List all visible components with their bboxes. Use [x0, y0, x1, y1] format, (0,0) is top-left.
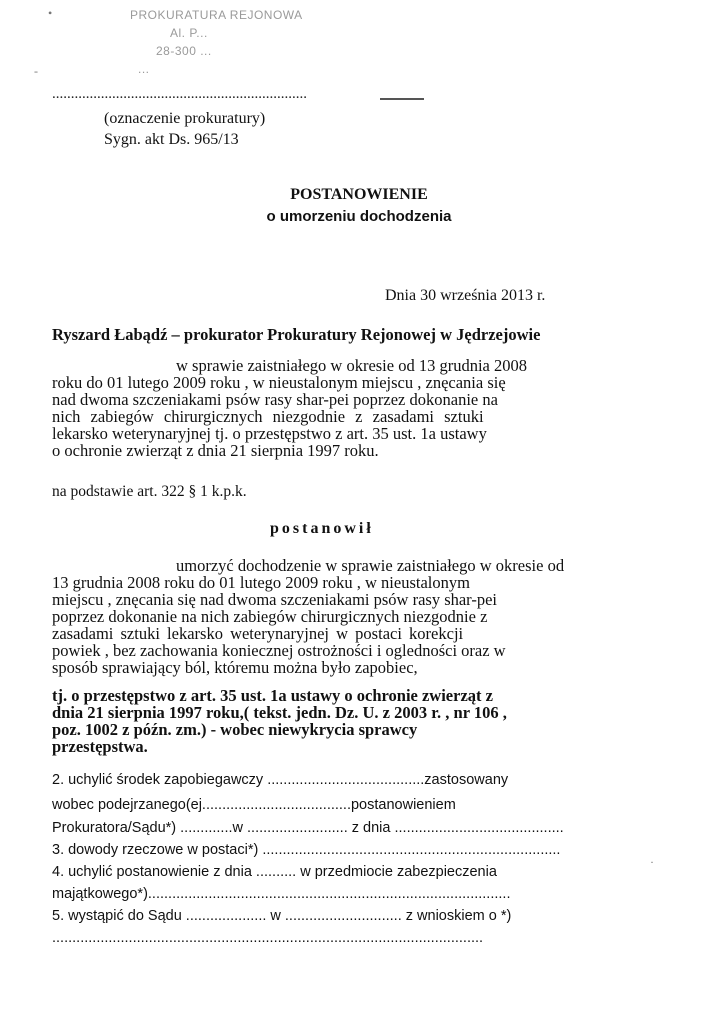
- decision-line: umorzyć dochodzenie w sprawie zaistniałego w okresie od: [176, 556, 565, 575]
- item-line: wobec podejrzanego(ej.....................................postanowieniem: [52, 797, 456, 813]
- statute-line: dnia 21 sierpnia 1997 roku,( tekst. jedn. Dz. U. z 2003 r. , nr 106 ,: [52, 703, 507, 722]
- case-intro-line: o ochronie zwierząt z dnia 21 sierpnia 1997 roku.: [52, 441, 379, 460]
- decision-line: powiek , bez zachowania koniecznej ostrożności i ogledności oraz w: [52, 641, 506, 660]
- case-intro-line: nad dwoma szczeniakami psów rasy shar-pei poprzez dokonanie na: [52, 390, 498, 409]
- item-line: 4. uchylić postanowienie z dnia .......... w przedmiocie zabezpieczenia: [52, 864, 497, 880]
- decision-line: 13 grudnia 2008 roku do 01 lutego 2009 roku , w nieustalonym: [52, 573, 470, 592]
- decision-heading: postanowił: [270, 520, 374, 537]
- legal-basis: na podstawie art. 322 § 1 k.p.k.: [52, 483, 247, 500]
- case-intro-line: w sprawie zaistniałego w okresie od 13 grudnia 2008: [176, 356, 527, 375]
- decision-line: poprzez dokonanie na nich zabiegów chirurgicznych niezgodnie z: [52, 607, 488, 626]
- stamp-line: 28-300 ...: [156, 44, 212, 58]
- item-line: 3. dowody rzeczowe w postaci*) ..........................................................................: [52, 842, 561, 858]
- stamp-line: ...: [138, 62, 150, 76]
- document-date: Dnia 30 września 2013 r.: [385, 287, 546, 304]
- case-intro-line: roku do 01 lutego 2009 roku , w nieustalonym miejscu , znęcania się: [52, 373, 506, 392]
- item-line: ...........................................................................................................: [52, 930, 484, 946]
- item-line: majątkowego*)..........................................................................................: [52, 886, 511, 902]
- scan-mark: •: [48, 6, 53, 20]
- decision-line: miejscu , znęcania się nad dwoma szczeniakami psów rasy shar-pei: [52, 590, 498, 609]
- case-reference: Sygn. akt Ds. 965/13: [104, 131, 239, 148]
- case-intro-line: lekarsko weterynaryjnej tj. o przestępstwo z art. 35 ust. 1a ustawy: [52, 424, 487, 443]
- document-title: POSTANOWIENIE: [290, 186, 428, 203]
- statute-line: tj. o przestępstwo z art. 35 ust. 1a ustawy o ochronie zwierząt z: [52, 686, 493, 705]
- item-line: 2. uchylić środek zapobiegawczy .......................................zastosowany: [52, 772, 509, 788]
- scan-mark: -: [34, 64, 38, 78]
- scan-mark: ·: [650, 855, 654, 869]
- statute-line: przestępstwa.: [52, 737, 148, 756]
- item-line: Prokuratora/Sądu*) .............w ......................... z dnia ..........................................: [52, 820, 564, 836]
- prosecutor-line: Ryszard Łabądź – prokurator Prokuratury Rejonowej w Jędrzejowie: [52, 325, 541, 344]
- case-intro-line: nich zabiegów chirurgicznych niezgodnie z zasadami sztuki: [52, 407, 484, 426]
- office-stamp: [130, 6, 330, 76]
- decision-line: sposób sprawiający ból, któremu można było zapobiec,: [52, 658, 418, 677]
- document-subtitle: o umorzeniu dochodzenia: [266, 208, 452, 225]
- office-label: (oznaczenie prokuratury): [104, 110, 266, 127]
- stamp-line: PROKURATURA REJONOWA: [130, 8, 303, 22]
- office-dots: ....................................................................: [52, 86, 307, 102]
- decision-line: zasadami sztuki lekarsko weterynaryjnej w postaci korekcji: [52, 624, 464, 643]
- dash-mark: [380, 98, 424, 100]
- statute-line: poz. 1002 z późn. zm.) - wobec niewykrycia sprawcy: [52, 720, 418, 739]
- stamp-line: Al. P...: [170, 26, 208, 40]
- item-line: 5. wystąpić do Sądu .................... w ............................. z wnioskiem o *): [52, 908, 512, 924]
